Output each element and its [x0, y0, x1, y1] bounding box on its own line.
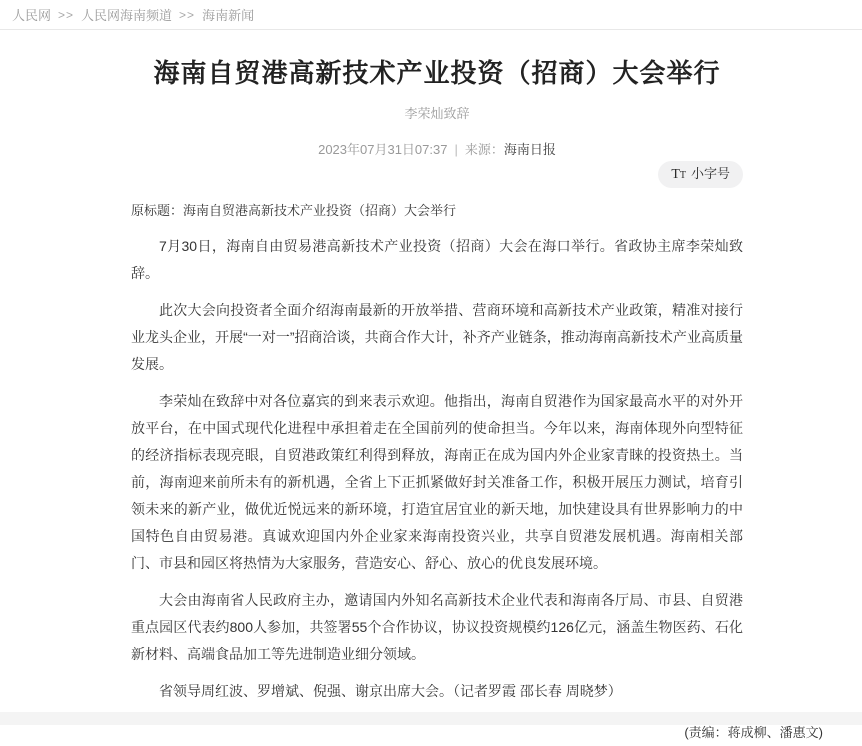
original-title: 原标题：海南自贸港高新技术产业投资（招商）大会举行 — [131, 202, 457, 218]
article-meta — [131, 139, 743, 158]
paragraph: 李荣灿在致辞中对各位嘉宾的到来表示欢迎。他指出，海南自贸港作为国家最高水平的对外开放平台，在中国式现代化进程中承担着走在全国前列的使命担当。今年以来，海南体现外向型特征的经济指标表现亮眼，自贸港政策红利得到释放，海南正在成为国内外企业家青睐的投资热土。当前，海南迎来前所未有的新机遇，全省上下正抓紧做好封关准备工作，积极开展压力测试，培育引领未来的新产业，做优近悦远来的新环境，打造宜居宜业的新天地，加快建设具有世界影响力的中国特色自由贸易港。真诚欢迎国内外企业家来海南投资兴业，共享自贸港发展机遇。海南相关部门、市县和园区将热情为大家服务，营造安心、舒心、放心的优良发展环境。 — [131, 392, 743, 571]
breadcrumb-link-people-net[interactable]: 人民网 — [12, 8, 52, 23]
source-label: 来源： — [464, 141, 504, 157]
page-title: 海南自贸港高新技术产业投资（招商）大会举行 — [153, 58, 721, 88]
breadcrumb — [0, 0, 862, 30]
breadcrumb-link-hainan-news[interactable]: 海南新闻 — [202, 8, 255, 23]
article-subtitle: 李荣灿致辞 — [404, 105, 470, 121]
paragraph: 省领导周红波、罗增斌、倪强、谢京出席大会。（记者罗霞 邵长春 周晓梦） — [159, 682, 622, 699]
font-size-button-label: 小字号 — [690, 165, 730, 181]
article-container — [131, 57, 823, 746]
source-link[interactable]: 海南日报 — [503, 141, 556, 157]
paragraph: 7月30日，海南自由贸易港高新技术产业投资（招商）大会在海口举行。省政协主席李荣灿致辞。 — [131, 237, 743, 281]
breadcrumb-link-hainan-channel[interactable]: 人民网海南频道 — [81, 8, 173, 23]
font-size-icon: T — [671, 166, 680, 182]
publish-date: 2023年07月31日07:37 — [318, 141, 448, 157]
article-body — [131, 197, 823, 746]
meta-separator: | — [454, 141, 458, 157]
font-size-icon: T — [679, 169, 686, 181]
paragraph: 大会由海南省人民政府主办，邀请国内外知名高新技术企业代表和海南各厅局、市县、自贸港重点园区代表约800人参加，共签署55个合作协议，协议投资规模约126亿元，涵盖生物医药、石化新材料、高端食品加工等先进制造业细分领域。 — [131, 591, 743, 662]
article-toolbar — [131, 161, 743, 187]
editor-note: (责编：蒋成柳、潘惠文) — [684, 724, 823, 740]
font-size-button[interactable] — [658, 161, 743, 189]
paragraph: 此次大会向投资者全面介绍海南最新的开放举措、营商环境和高新技术产业政策，精准对接行业龙头企业，开展“一对一”招商洽谈，共商合作大计，补齐产业链条，推动海南高新技术产业高质量发展。 — [131, 301, 743, 372]
footer-strip — [0, 712, 862, 725]
breadcrumb-separator: >> — [58, 7, 75, 22]
breadcrumb-separator: >> — [179, 7, 196, 22]
